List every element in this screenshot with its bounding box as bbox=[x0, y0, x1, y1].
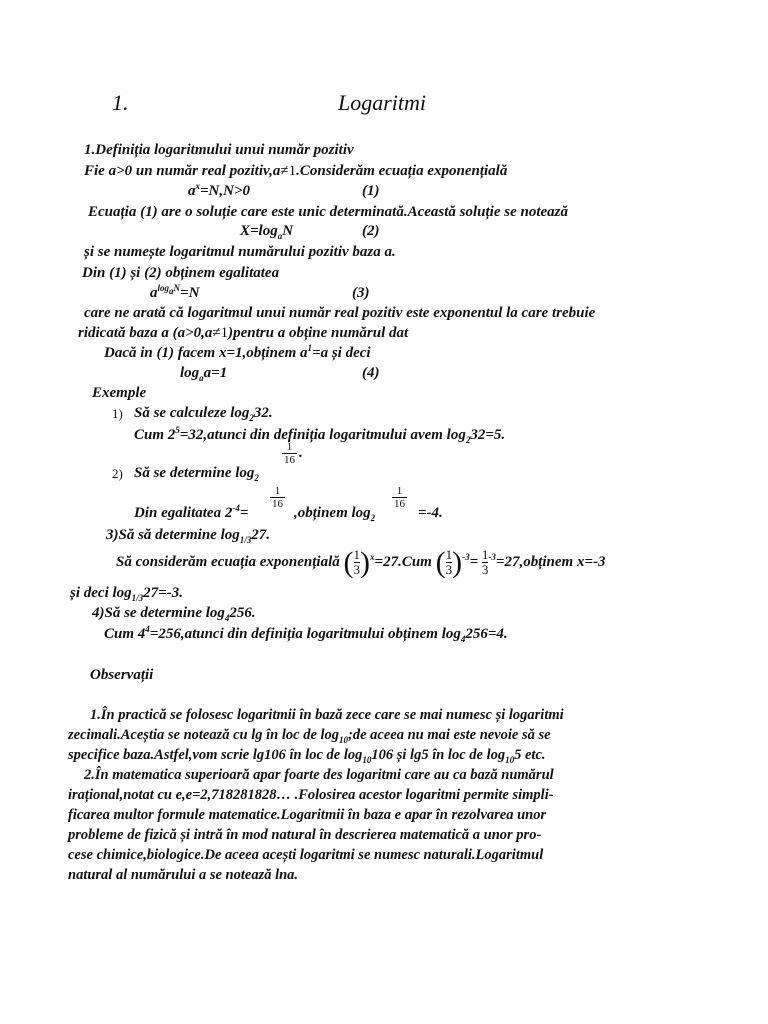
naming-line: și se numește logaritmul numărului pozitiv baza a. bbox=[84, 244, 396, 260]
example-2-solution-cont: ,obținem $\log_2$ bbox=[294, 505, 376, 523]
section-heading: 1.Definiția logaritmului unui număr pozitiv bbox=[84, 142, 354, 158]
example-2-number: 2) bbox=[112, 466, 123, 481]
example-1-number: 1) bbox=[112, 406, 123, 421]
fraction-1-16-b: $\frac{1}{16}$ bbox=[272, 485, 283, 510]
meaning-line-2: ridicată baza a (a>0,a≠1)pentru a obține numărul dat bbox=[78, 325, 409, 341]
solution-line: Ecuația (1) are o soluție care este unic determinată.Această soluție se notează bbox=[88, 204, 568, 220]
equation-1: $a^x=N,N>0$ bbox=[188, 181, 251, 199]
observation-2-line-6: natural al numărului a se notează lna. bbox=[68, 867, 299, 883]
chapter-number: 1. bbox=[112, 90, 129, 115]
observation-2-line-2: irațional,notat cu e,e=2,718281828… .Folosirea acestor logaritmi permite simpli- bbox=[68, 787, 554, 803]
example-3-solution: Să considerăm ecuația exponențială ( $\frac{1}{3}$ )$^x$=27.Cum ( $\frac{1}{3}$ )$^{-3}$= $\frac{1}{3}$ $^{-3}$=27,obținem x=-3 bbox=[116, 545, 606, 579]
observations-heading: Observații bbox=[90, 667, 154, 683]
definition-line: Fie a>0 un număr real pozitiv,a≠1.Considerăm ecuația exponențială bbox=[84, 163, 508, 179]
example-2-result: =-4. bbox=[418, 505, 443, 521]
example-1-solution: Cum $2^5=32,atunci$ din definiția logaritmului avem $\log_232=5$. bbox=[134, 425, 506, 445]
example-4-solution: Cum $4^4=256,atunci$ din definiția logaritmului obținem $\log_4256=4$. bbox=[104, 624, 508, 644]
example-4: 4)Să se determine $\log_4256$. bbox=[92, 605, 256, 623]
example-3: 3)Să să determine $\log_{1/3}27$. bbox=[106, 527, 271, 545]
example-2: Să se determine $\log_2$ bbox=[134, 465, 259, 483]
observation-2-line-4: probleme de fizică și intră în mod natural în descrierea matematică a unor pro- bbox=[68, 827, 542, 843]
example-1: Să se calculeze $\log_232$. bbox=[134, 405, 273, 423]
meaning-line: care ne arată că logaritmul unui număr real pozitiv este exponentul la care trebuie bbox=[84, 305, 596, 321]
page-title: Logaritmi bbox=[338, 90, 427, 115]
observation-2-line-5: cese chimice,biologice.De aceea acești logaritmi se numesc naturali.Logaritmul bbox=[68, 847, 544, 863]
example-3-conclusion: și deci $\log_{1/3}27=-3$. bbox=[70, 585, 183, 603]
equation-2: $X=\log_aN$ bbox=[240, 223, 294, 241]
equation-4: $\log_aa=1$ bbox=[180, 365, 228, 383]
observation-1-line-2: zecimali.Aceștia se notează cu lg în loc de $\log_{10};de$ aceea nu mai este nevoie să se bbox=[68, 727, 551, 745]
examples-heading: Exemple bbox=[92, 385, 147, 401]
equality-intro: Din (1) și (2) obținem egalitatea bbox=[82, 265, 280, 281]
special-case-line: Dacă in (1) facem x=1,obținem $a^1=a$ și deci bbox=[104, 343, 371, 361]
equation-3-tag: (3) bbox=[352, 285, 370, 301]
equation-4-tag: (4) bbox=[362, 365, 380, 381]
observation-2-line-3: ficarea multor formule matematice.Logaritmii în baza e apar în rezolvarea unor bbox=[68, 807, 547, 823]
observation-1-line-1: 1.În practică se folosesc logaritmii în bază zece care se mai numesc și logaritmi bbox=[90, 707, 564, 723]
fraction-1-16: $\frac{1}{16}$ . bbox=[284, 441, 303, 466]
equation-2-tag: (2) bbox=[362, 223, 380, 239]
equation-1-tag: (1) bbox=[362, 183, 380, 199]
fraction-1-16-c: $\frac{1}{16}$ bbox=[394, 485, 405, 510]
equation-3: $a^{log_aN}=N$ bbox=[150, 283, 200, 301]
observation-2-line-1: 2.În matematica superioară apar foarte des logaritmi care au ca bază numărul bbox=[84, 767, 554, 783]
example-2-solution: Din egalitatea $2^{-4}=$ bbox=[134, 503, 249, 521]
observation-1-line-3: specifice baza.Astfel,vom scrie lg106 în loc de $\log_{10}106$ și lg5 în loc de $\log_{10}5$ etc. bbox=[68, 747, 546, 765]
